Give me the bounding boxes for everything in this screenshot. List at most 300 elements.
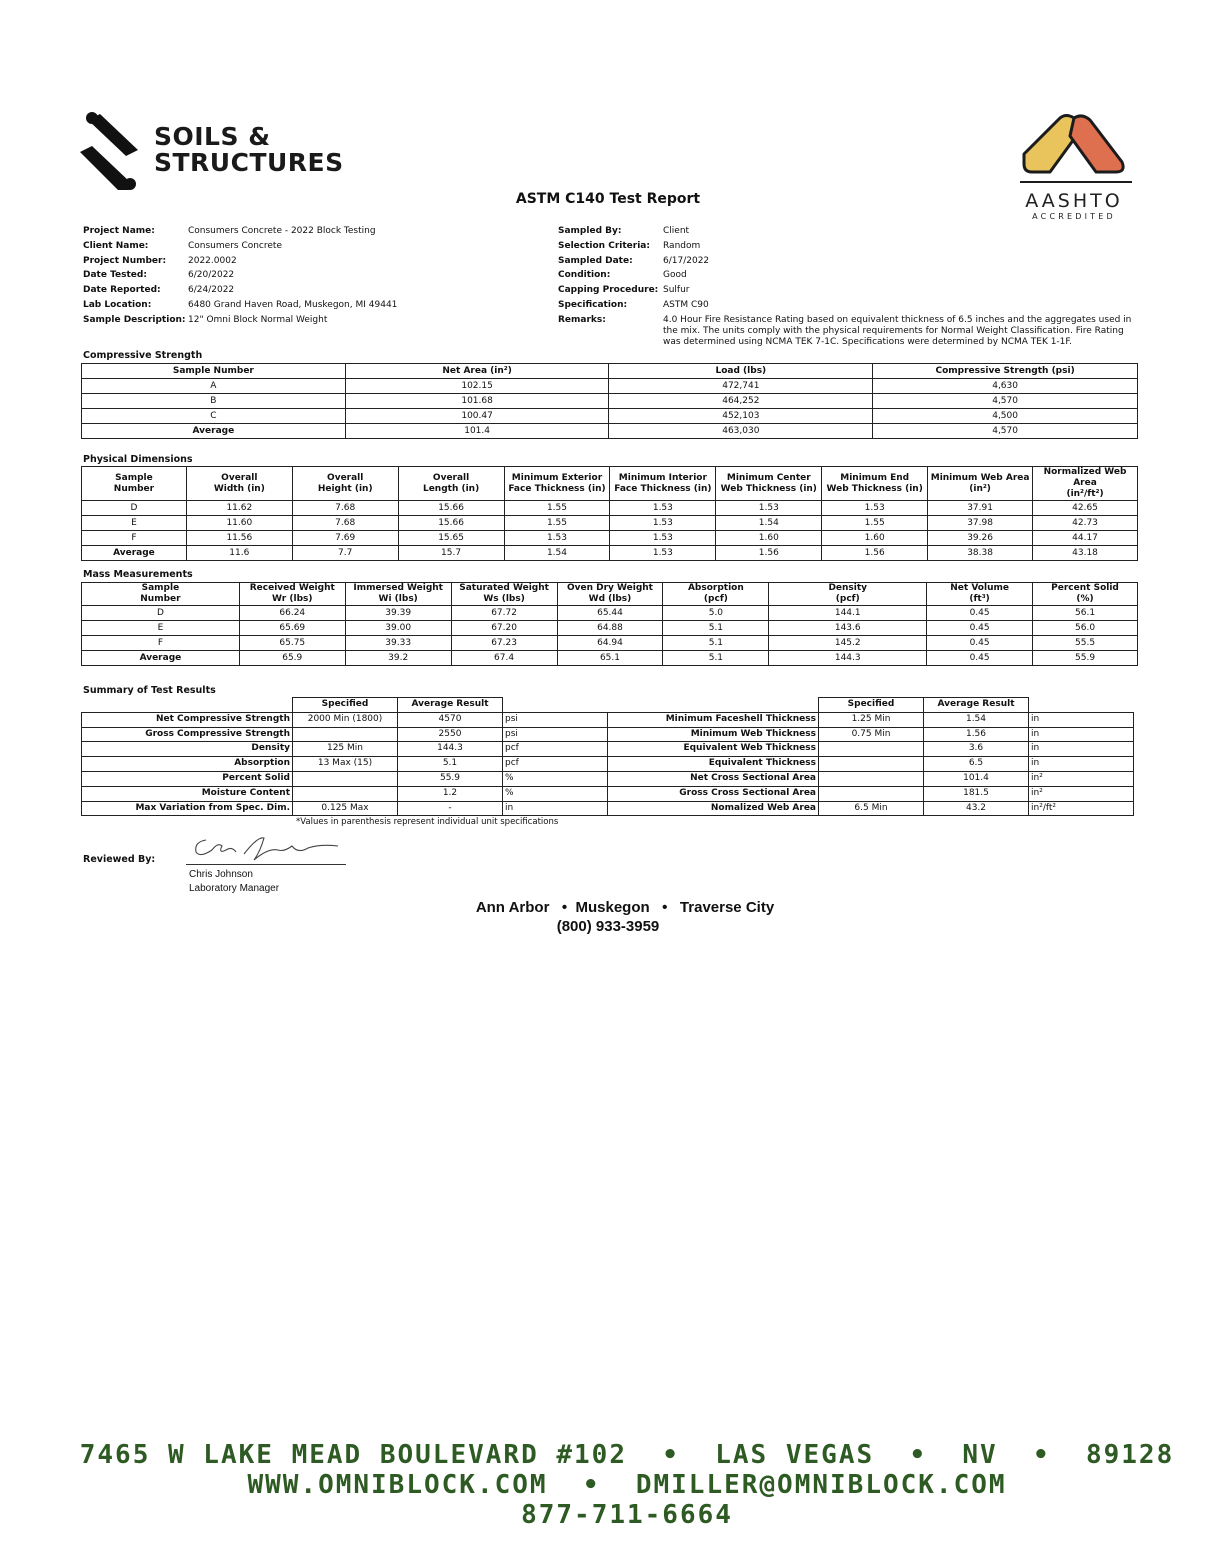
summary-head-specified: Specified <box>293 698 398 713</box>
reviewer-role: Laboratory Manager <box>189 883 280 894</box>
info-label: Specification: <box>558 299 628 310</box>
table-header <box>557 583 663 606</box>
info-label: Project Name: <box>83 226 155 236</box>
table-header <box>822 467 928 501</box>
table-header-line: Sample <box>141 583 180 593</box>
project-info-right <box>558 224 1133 348</box>
table-cell: 37.98 <box>928 516 1033 531</box>
table-cell: 65.75 <box>239 636 345 651</box>
info-value: 6/17/2022 <box>663 255 710 266</box>
table-row <box>82 621 1138 636</box>
summary-avg: 5.1 <box>398 757 503 772</box>
summary-unit: % <box>503 786 608 801</box>
table-header <box>345 583 451 606</box>
table-cell: 1.54 <box>504 546 610 561</box>
table-cell: 0.45 <box>927 636 1033 651</box>
info-value: 6/24/2022 <box>188 285 235 296</box>
table-cell: 11.6 <box>186 546 292 561</box>
table-cell: 44.17 <box>1033 531 1138 546</box>
table-cell: 65.1 <box>557 651 663 666</box>
table-cell: 1.60 <box>716 531 822 546</box>
table-header-line: Saturated Weight <box>459 583 549 593</box>
info-row <box>558 283 1133 298</box>
reviewed-by-label: Reviewed By: <box>83 854 156 865</box>
table-cell: 1.55 <box>822 516 928 531</box>
table-header <box>769 583 927 606</box>
table-header-line: (in²) <box>969 483 991 494</box>
table-cell: 0.45 <box>927 651 1033 666</box>
summary-spec <box>293 786 398 801</box>
table-cell: 100.47 <box>345 409 609 424</box>
mass-measurements-title: Mass Measurements <box>83 569 193 580</box>
summary-avg: 55.9 <box>398 771 503 786</box>
table-header <box>292 467 398 501</box>
table-cell: 39.2 <box>345 651 451 666</box>
table-cell: 1.56 <box>822 546 928 561</box>
table-header-line: Web Thickness (in) <box>720 483 817 494</box>
summary-unit: in <box>503 801 608 816</box>
summary-row <box>82 742 1134 757</box>
table-cell: 4,570 <box>873 424 1138 439</box>
table-cell: 1.55 <box>504 501 610 516</box>
omni-web-email: WWW.OMNIBLOCK.COM • DMILLER@OMNIBLOCK.COM <box>247 1470 1007 1500</box>
table-cell: Average <box>82 546 187 561</box>
summary-label: Gross Compressive Strength <box>82 727 293 742</box>
table-cell: 64.88 <box>557 621 663 636</box>
info-label: Selection Criteria: <box>558 240 650 251</box>
summary-unit: in <box>1029 727 1134 742</box>
summary-header-row <box>82 698 1134 713</box>
summary-spec: 13 Max (15) <box>293 757 398 772</box>
summary-avg: 1.56 <box>924 727 1029 742</box>
table-cell: 39.00 <box>345 621 451 636</box>
table-cell: E <box>82 621 240 636</box>
info-label: Date Tested: <box>83 270 147 281</box>
summary-unit: in <box>1029 712 1134 727</box>
summary-spec <box>819 771 924 786</box>
table-header <box>663 583 769 606</box>
table-header-line: Overall <box>221 472 258 483</box>
summary-spec: 1.25 Min <box>819 712 924 727</box>
info-label: Sample Description: <box>83 314 186 325</box>
summary-avg: 3.6 <box>924 742 1029 757</box>
table-header <box>398 467 504 501</box>
table-cell: 39.26 <box>928 531 1033 546</box>
table-row <box>82 546 1138 561</box>
table-cell: D <box>82 501 187 516</box>
table-cell: E <box>82 516 187 531</box>
table-cell: 1.53 <box>716 501 822 516</box>
table-cell: 65.69 <box>239 621 345 636</box>
summary-row <box>82 771 1134 786</box>
table-header-line: Density <box>828 583 868 593</box>
table-header: Load (lbs) <box>609 364 873 379</box>
table-cell: 11.60 <box>186 516 292 531</box>
summary-spec: 0.125 Max <box>293 801 398 816</box>
table-cell: 11.56 <box>186 531 292 546</box>
info-row <box>558 239 1133 254</box>
reviewer-name: Chris Johnson <box>189 869 253 880</box>
summary-footnote: *Values in parenthesis represent individual unit specifications <box>296 817 559 827</box>
summary-label: Minimum Faceshell Thickness <box>608 712 819 727</box>
table-cell: C <box>82 409 346 424</box>
table-header-line: Face Thickness (in) <box>614 483 712 494</box>
table-row <box>82 636 1138 651</box>
table-cell: 7.68 <box>292 516 398 531</box>
table-cell: 42.73 <box>1033 516 1138 531</box>
table-cell: Average <box>82 651 240 666</box>
table-cell: 0.45 <box>927 621 1033 636</box>
summary-avg: 43.2 <box>924 801 1029 816</box>
summary-unit: pcf <box>503 757 608 772</box>
summary-label: Max Variation from Spec. Dim. <box>82 801 293 816</box>
table-cell: 5.1 <box>663 621 769 636</box>
table-header-line: Wr (lbs) <box>272 594 313 604</box>
table-row <box>82 651 1138 666</box>
info-row <box>83 254 397 269</box>
table-cell: 67.4 <box>451 651 557 666</box>
summary-avg: 6.5 <box>924 757 1029 772</box>
summary-unit: psi <box>503 727 608 742</box>
table-header <box>239 583 345 606</box>
table-cell: 1.53 <box>822 501 928 516</box>
table-header-line: Number <box>140 594 181 604</box>
table-header-line: (%) <box>1076 594 1094 604</box>
table-header-line: Oven Dry Weight <box>566 583 653 593</box>
table-header-line: Overall <box>327 472 364 483</box>
info-row <box>83 283 397 298</box>
summary-row <box>82 727 1134 742</box>
summary-spec: 0.75 Min <box>819 727 924 742</box>
table-header-line: Number <box>113 483 155 494</box>
table-header <box>82 467 187 501</box>
table-cell: 38.38 <box>928 546 1033 561</box>
table-cell: F <box>82 531 187 546</box>
info-value: Good <box>663 270 687 281</box>
table-cell: 1.53 <box>610 501 716 516</box>
table-cell: 67.72 <box>451 606 557 621</box>
info-value: Random <box>663 240 701 251</box>
summary-avg: 1.2 <box>398 786 503 801</box>
table-row <box>82 516 1138 531</box>
table-cell: Average <box>82 424 346 439</box>
table-cell: 452,103 <box>609 409 873 424</box>
table-cell: 64.94 <box>557 636 663 651</box>
summary-label: Equivalent Thickness <box>608 757 819 772</box>
info-row <box>558 268 1133 283</box>
info-label: Lab Location: <box>83 299 152 310</box>
table-header: Net Area (in²) <box>345 364 609 379</box>
info-label: Condition: <box>558 270 611 281</box>
mass-measurements-table <box>81 582 1138 666</box>
table-header-line: Absorption <box>687 583 744 593</box>
table-header <box>610 467 716 501</box>
info-value: Consumers Concrete <box>188 240 282 251</box>
table-cell: 144.3 <box>769 651 927 666</box>
table-header-line: (in²/ft²) <box>1066 489 1104 499</box>
table-header-line: Web Thickness (in) <box>826 483 923 494</box>
info-row <box>83 224 397 239</box>
info-label: Project Number: <box>83 255 167 266</box>
table-header-line: Overall <box>432 472 470 483</box>
info-value: ASTM C90 <box>663 299 709 310</box>
info-row <box>83 239 397 254</box>
summary-label: Density <box>82 742 293 757</box>
summary-spec: 2000 Min (1800) <box>293 712 398 727</box>
summary-avg: - <box>398 801 503 816</box>
table-row <box>82 424 1138 439</box>
summary-label: Net Compressive Strength <box>82 712 293 727</box>
table-cell: 11.62 <box>186 501 292 516</box>
info-label: Sampled Date: <box>558 255 633 266</box>
info-value: Client <box>663 226 690 236</box>
table-header-line: (pcf) <box>703 594 728 604</box>
summary-avg: 181.5 <box>924 786 1029 801</box>
lab-phone: (800) 933-3959 <box>556 918 660 935</box>
summary-label: Nomalized Web Area <box>608 801 819 816</box>
table-header-line: Normalized Web Area <box>1043 467 1127 488</box>
table-cell: 5.1 <box>663 651 769 666</box>
table-cell: 7.69 <box>292 531 398 546</box>
table-cell: 67.23 <box>451 636 557 651</box>
table-cell: 145.2 <box>769 636 927 651</box>
table-header <box>82 583 240 606</box>
info-label: Capping Procedure: <box>558 285 659 296</box>
soils-logo-line2: STRUCTURES <box>154 148 344 177</box>
table-header-line: Ws (lbs) <box>483 594 525 604</box>
table-cell: 4,500 <box>873 409 1138 424</box>
summary-unit: psi <box>503 712 608 727</box>
table-row <box>82 531 1138 546</box>
summary-label: Net Cross Sectional Area <box>608 771 819 786</box>
table-cell: 7.7 <box>292 546 398 561</box>
table-cell: 1.53 <box>610 531 716 546</box>
table-row <box>82 394 1138 409</box>
table-cell: 39.39 <box>345 606 451 621</box>
info-value: Consumers Concrete - 2022 Block Testing <box>188 226 376 236</box>
info-label: Remarks: <box>558 314 606 325</box>
table-header-line: Immersed Weight <box>353 583 443 593</box>
table-cell: 66.24 <box>239 606 345 621</box>
info-row <box>83 313 397 328</box>
table-header-line: Wd (lbs) <box>588 594 632 604</box>
table-header-line: Minimum Web Area <box>930 472 1030 483</box>
summary-unit: in <box>1029 757 1134 772</box>
table-header-line: Height (in) <box>317 483 373 494</box>
summary-table <box>81 697 1134 816</box>
summary-label: Absorption <box>82 757 293 772</box>
table-cell: 15.66 <box>398 516 504 531</box>
soils-structures-mark-icon <box>78 112 152 192</box>
summary-blank <box>82 698 293 713</box>
soils-structures-logo <box>78 112 358 192</box>
report-title: ASTM C140 Test Report <box>515 191 701 207</box>
compressive-strength-title: Compressive Strength <box>83 350 203 361</box>
summary-avg: 1.54 <box>924 712 1029 727</box>
signature-line <box>186 864 346 865</box>
info-value: 6480 Grand Haven Road, Muskegon, MI 49441 <box>188 299 398 310</box>
table-cell: 1.53 <box>610 546 716 561</box>
table-cell: 37.91 <box>928 501 1033 516</box>
table-cell: 56.0 <box>1033 621 1138 636</box>
table-cell: 1.53 <box>610 516 716 531</box>
summary-avg: 144.3 <box>398 742 503 757</box>
summary-spec <box>293 727 398 742</box>
table-cell: 42.65 <box>1033 501 1138 516</box>
summary-spec: 6.5 Min <box>819 801 924 816</box>
summary-spec <box>819 742 924 757</box>
info-label: Sampled By: <box>558 226 622 236</box>
project-info-left <box>83 224 397 328</box>
table-header <box>1033 583 1138 606</box>
table-cell: 15.7 <box>398 546 504 561</box>
summary-avg: 2550 <box>398 727 503 742</box>
summary-head-average: Average Result <box>398 698 503 713</box>
table-cell: 1.60 <box>822 531 928 546</box>
table-cell: 143.6 <box>769 621 927 636</box>
summary-unit: in <box>1029 742 1134 757</box>
table-header <box>928 467 1033 501</box>
table-header: Sample Number <box>82 364 346 379</box>
summary-row <box>82 801 1134 816</box>
summary-spec <box>819 757 924 772</box>
table-cell: 1.56 <box>716 546 822 561</box>
summary-spec: 125 Min <box>293 742 398 757</box>
info-row <box>558 313 1133 348</box>
summary-avg: 4570 <box>398 712 503 727</box>
aashto-wordmark: AASHTO <box>1025 190 1123 212</box>
reviewer-block <box>189 868 279 896</box>
table-header-line: Sample <box>115 472 153 483</box>
info-row <box>558 224 1133 239</box>
info-value: 4.0 Hour Fire Resistance Rating based on equivalent thickness of 6.5 inches and the aggregates used in the mix. The units comply with the physical requirements for Normal Weight Classification. Fire Rating was determined using NCMA TEK 7-1C. Specifications were determined by NCMA TEK 1-1F. <box>663 314 1132 347</box>
aashto-accredited-text: ACCREDITED <box>1032 212 1116 221</box>
table-cell: 472,741 <box>609 379 873 394</box>
table-header <box>1033 467 1138 501</box>
table-header-line: Face Thickness (in) <box>508 483 606 494</box>
table-cell: 55.9 <box>1033 651 1138 666</box>
info-label: Client Name: <box>83 240 149 251</box>
info-row <box>558 254 1133 269</box>
table-row <box>82 501 1138 516</box>
info-value: 12" Omni Block Normal Weight <box>188 314 328 325</box>
summary-avg: 101.4 <box>924 771 1029 786</box>
table-header-line: Received Weight <box>249 583 335 593</box>
table-header <box>186 467 292 501</box>
summary-unit: pcf <box>503 742 608 757</box>
summary-label: Minimum Web Thickness <box>608 727 819 742</box>
table-cell: F <box>82 636 240 651</box>
table-cell: 5.1 <box>663 636 769 651</box>
physical-dimensions-title: Physical Dimensions <box>83 454 193 465</box>
summary-blank <box>608 698 819 713</box>
table-cell: 67.20 <box>451 621 557 636</box>
table-header <box>451 583 557 606</box>
table-header-line: Minimum Exterior <box>511 472 603 483</box>
summary-unit: in²/ft² <box>1029 801 1134 816</box>
table-cell: 144.1 <box>769 606 927 621</box>
info-row <box>83 268 397 283</box>
summary-row <box>82 712 1134 727</box>
summary-title: Summary of Test Results <box>83 685 216 696</box>
table-cell: 7.68 <box>292 501 398 516</box>
table-cell: 15.66 <box>398 501 504 516</box>
table-header-line: (ft³) <box>969 594 990 604</box>
summary-label: Moisture Content <box>82 786 293 801</box>
table-header-line: Minimum End <box>840 472 910 483</box>
table-header-line: Percent Solid <box>1051 583 1119 593</box>
soils-logo-line1: SOILS & <box>154 122 271 151</box>
table-cell: 463,030 <box>609 424 873 439</box>
summary-row <box>82 757 1134 772</box>
table-cell: 4,630 <box>873 379 1138 394</box>
table-cell: 464,252 <box>609 394 873 409</box>
summary-unit: in² <box>1029 786 1134 801</box>
info-label: Date Reported: <box>83 285 161 296</box>
table-cell: 39.33 <box>345 636 451 651</box>
summary-row <box>82 786 1134 801</box>
table-row <box>82 379 1138 394</box>
table-cell: 65.9 <box>239 651 345 666</box>
table-cell: 15.65 <box>398 531 504 546</box>
table-cell: 56.1 <box>1033 606 1138 621</box>
aashto-mark-icon <box>1010 110 1140 190</box>
summary-label: Percent Solid <box>82 771 293 786</box>
info-value: 2022.0002 <box>188 255 237 266</box>
table-header <box>504 467 610 501</box>
table-cell: 5.0 <box>663 606 769 621</box>
summary-head-average: Average Result <box>924 698 1029 713</box>
lab-cities: Ann Arbor • Muskegon • Traverse City <box>475 899 775 916</box>
table-row <box>82 409 1138 424</box>
table-header-line: Wi (lbs) <box>378 594 418 604</box>
omni-address: 7465 W LAKE MEAD BOULEVARD #102 • LAS VEGAS • NV • 89128 <box>79 1440 1175 1470</box>
summary-label: Equivalent Web Thickness <box>608 742 819 757</box>
table-header-line: Length (in) <box>422 483 480 494</box>
table-cell: B <box>82 394 346 409</box>
physical-dimensions-table <box>81 466 1138 561</box>
table-cell: 0.45 <box>927 606 1033 621</box>
table-header-line: Width (in) <box>213 483 265 494</box>
table-cell: 102.15 <box>345 379 609 394</box>
table-row <box>82 606 1138 621</box>
summary-label: Gross Cross Sectional Area <box>608 786 819 801</box>
table-cell: 65.44 <box>557 606 663 621</box>
table-cell: 101.4 <box>345 424 609 439</box>
table-cell: D <box>82 606 240 621</box>
info-row <box>558 298 1133 313</box>
table-header <box>716 467 822 501</box>
table-header: Compressive Strength (psi) <box>873 364 1138 379</box>
table-cell: 4,570 <box>873 394 1138 409</box>
info-value: Sulfur <box>663 285 690 296</box>
table-header-line: Minimum Center <box>726 472 811 483</box>
signature-icon <box>188 832 348 866</box>
summary-unit: in² <box>1029 771 1134 786</box>
table-cell: 1.53 <box>504 531 610 546</box>
compressive-strength-table <box>81 363 1138 439</box>
info-value: 6/20/2022 <box>188 270 235 281</box>
table-cell: 1.55 <box>504 516 610 531</box>
omni-phone: 877-711-6664 <box>521 1500 733 1530</box>
summary-unit: % <box>503 771 608 786</box>
table-header-line: (pcf) <box>835 594 860 604</box>
table-cell: 43.18 <box>1033 546 1138 561</box>
summary-blank <box>503 698 608 713</box>
table-cell: 55.5 <box>1033 636 1138 651</box>
summary-spec <box>819 786 924 801</box>
info-row <box>83 298 397 313</box>
